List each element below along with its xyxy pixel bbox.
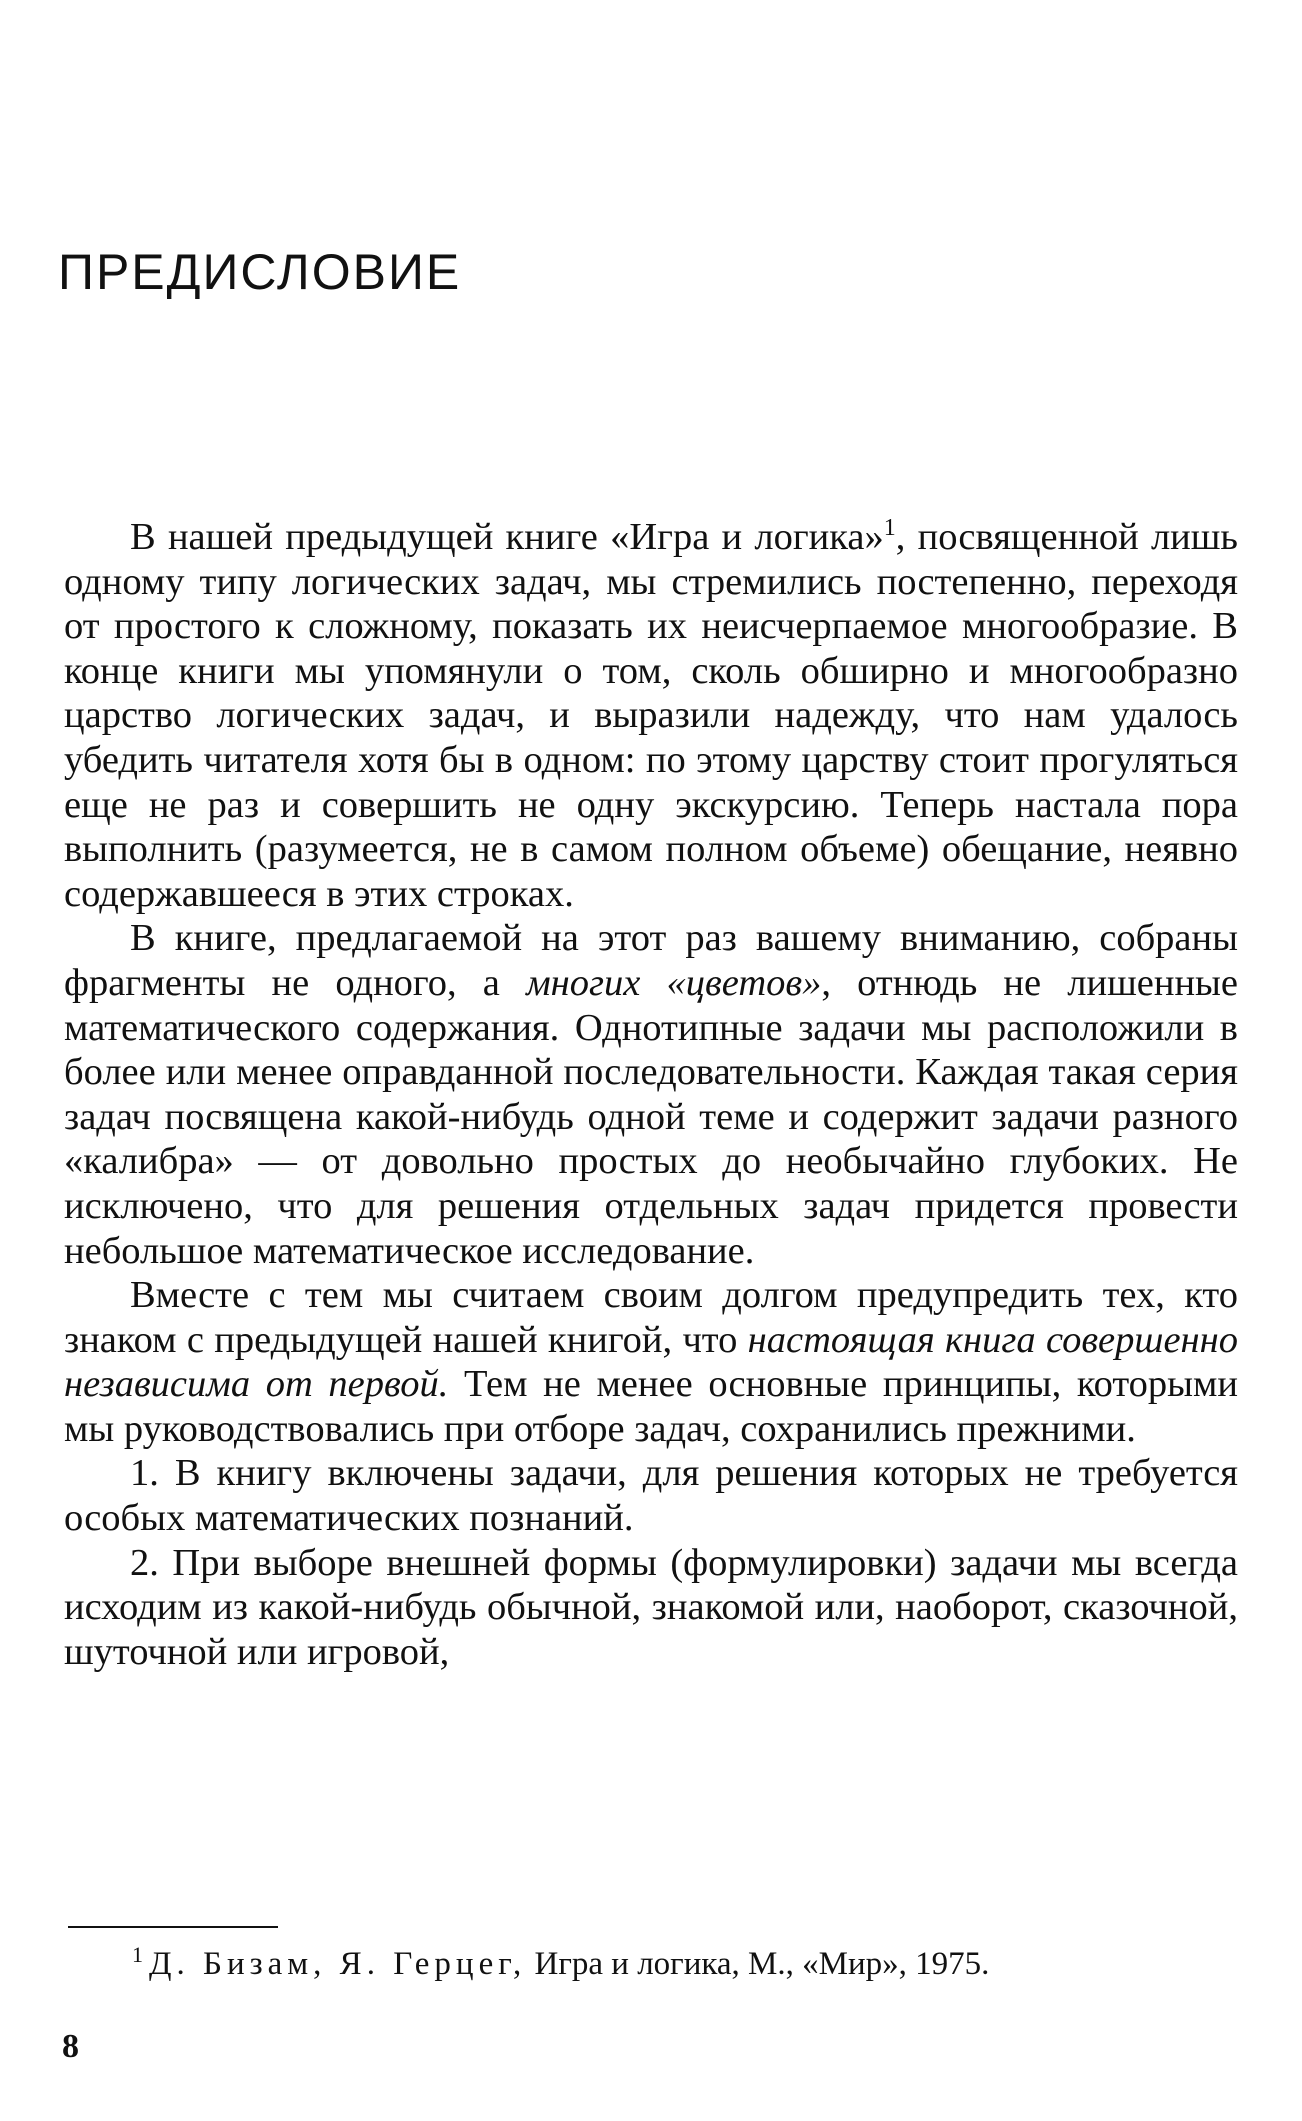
paragraph-3-text-end: Тем не менее основные принципы, которыми мы руководствовались при отборе задач, сохранились прежними.: [64, 1363, 1238, 1450]
paragraph-3-text-start: Вместе с тем мы считаем своим долгом предупредить тех, кто знаком с предыдущей нашей книгой, что: [64, 1274, 1238, 1361]
footnote-citation: Игра и логика, М., «Мир», 1975.: [526, 1946, 990, 1982]
paragraph-3-italic: настоящая книга совершенно независима от первой.: [64, 1318, 1238, 1406]
paragraph-1-text-start: В нашей предыдущей книге «Игра и логика»: [130, 516, 884, 558]
paragraph-1: [64, 515, 1238, 916]
paragraph-5: 2. При выборе внешней формы (формулировки) задачи мы всегда исходим из какой-нибудь обычной, знакомой или, наоборот, сказочной, шуточной или игровой,: [64, 1541, 1238, 1673]
page-number: 8: [62, 2028, 79, 2065]
paragraph-3: [64, 1273, 1238, 1451]
footnote-mark: 1: [132, 1942, 143, 1967]
paragraph-2-italic: многих «цветов»: [526, 961, 822, 1004]
paragraph-1-text-end: , посвященной лишь одному типу логических задач, мы стремились постепенно, переходя от простого к сложному, показать их неисчерпаемое многообразие. В конце книги мы упомянули о том, сколь обширно и многообразно царство логических задач, и выразили надежду, что нам удалось убедить читателя хотя бы в одном: по этому царству стоит прогуляться еще не раз и совершить не одну экскурсию. Теперь настала пора выполнить (разумеется, не в самом полном объеме) обещание, неявно содержавшееся в этих строках.: [64, 516, 1238, 915]
footnote-authors: Д. Бизам, Я. Герцег,: [149, 1946, 527, 1982]
body-text: [64, 515, 1238, 1674]
paragraph-2-text-end: , отнюдь не лишенные математического содержания. Однотипные задачи мы расположили в более или менее оправданной последовательности. Каждая такая серия задач посвящена какой-нибудь одной теме и содержит задачи разного «калибра» — от довольно простых до необычайно глубоких. Не исключено, что для решения отдельных задач придется провести небольшое математическое исследование.: [64, 961, 1239, 1272]
chapter-heading: ПРЕДИСЛОВИЕ: [58, 244, 462, 300]
paragraph-2-text-start: В книге, предлагаемой на этот раз вашему вниманию, собраны фрагменты не одного, а: [64, 917, 1238, 1004]
footnote-reference: 1: [883, 515, 896, 542]
paragraph-4: 1. В книгу включены задачи, для решения которых не требуется особых математических познаний.: [64, 1452, 1238, 1540]
footnote: [132, 1944, 1238, 1984]
footnote-divider: [68, 1926, 278, 1928]
paragraph-2: [64, 916, 1238, 1273]
